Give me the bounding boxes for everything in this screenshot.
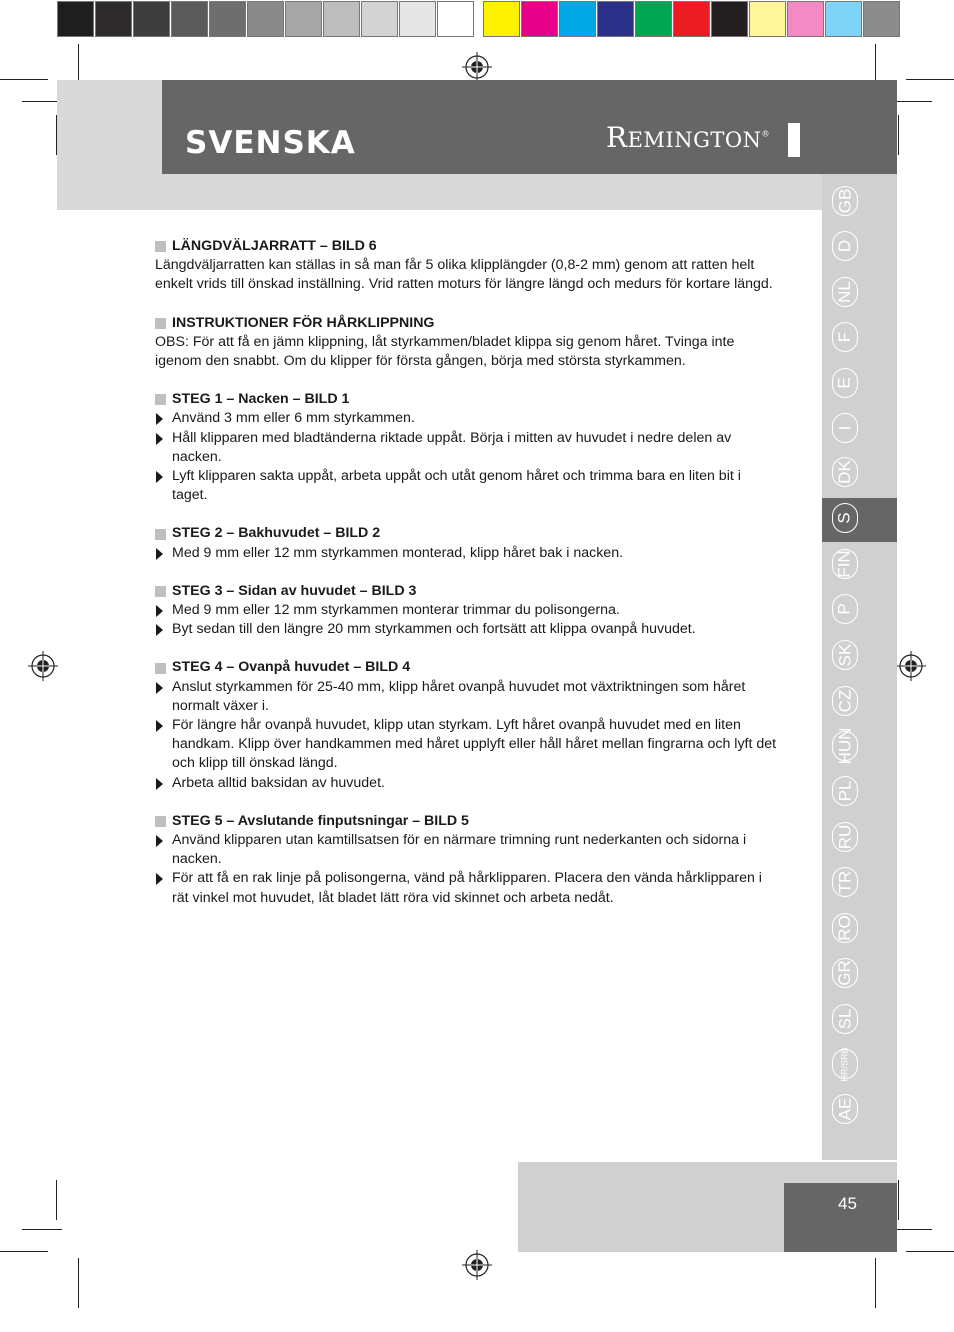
- process-color-bar: [483, 1, 901, 39]
- instruction-section: [155, 314, 780, 372]
- triangle-bullet-icon: [156, 548, 163, 560]
- color-swatch: [247, 1, 284, 37]
- color-swatch: [361, 1, 398, 37]
- language-tab-e[interactable]: [832, 368, 858, 398]
- language-tab-label: HR/SRB: [839, 1046, 850, 1082]
- instruction-section: [155, 390, 780, 505]
- crop-mark: [78, 1258, 79, 1308]
- bullet-item: [155, 869, 780, 907]
- crop-mark: [892, 101, 932, 102]
- bullet-item: [155, 678, 780, 716]
- section-heading: [155, 812, 780, 831]
- color-swatch: [559, 1, 596, 37]
- language-tab-label: TR: [834, 870, 854, 894]
- triangle-bullet-icon: [156, 433, 163, 445]
- language-tab-ru[interactable]: [832, 822, 858, 852]
- section-heading: [155, 658, 780, 677]
- bullet-text: Använd klipparen utan kamtillsatsen för en närmare trimning runt nederkanten och sidorna i nacken.: [172, 832, 747, 868]
- instruction-section: [155, 237, 780, 295]
- language-tab-label: CZ: [834, 689, 854, 713]
- bullet-text: Anslut styrkammen för 25-40 mm, klipp håret ovanpå huvudet mot växtriktningen som håret normalt växer i.: [172, 678, 746, 714]
- color-swatch: [323, 1, 360, 37]
- language-tab-label: S: [835, 512, 854, 524]
- language-tab-gr[interactable]: [832, 958, 858, 988]
- bullet-item: [155, 544, 780, 563]
- language-tab-label: F: [834, 331, 854, 343]
- section-heading: [155, 390, 780, 409]
- language-tab-sl[interactable]: [832, 1004, 858, 1034]
- color-swatch: [437, 1, 474, 37]
- section-heading-text: STEG 4 – Ovanpå huvudet – BILD 4: [172, 659, 411, 676]
- color-swatch: [863, 1, 900, 37]
- language-tab-tr[interactable]: [832, 867, 858, 897]
- triangle-bullet-icon: [156, 605, 163, 617]
- section-heading: [155, 524, 780, 543]
- color-swatch: [133, 1, 170, 37]
- bullet-text: Med 9 mm eller 12 mm styrkammen monterar trimmar du polisongerna.: [172, 602, 620, 619]
- color-swatch: [711, 1, 748, 37]
- crop-mark: [875, 1258, 876, 1308]
- language-tab-label: RO: [835, 915, 854, 941]
- square-bullet-icon: [155, 318, 166, 329]
- instruction-section: [155, 812, 780, 908]
- square-bullet-icon: [155, 663, 166, 674]
- crop-mark: [56, 1180, 57, 1220]
- crop-mark: [906, 1251, 954, 1252]
- instruction-section: [155, 524, 780, 562]
- language-tab-label: GR: [835, 960, 854, 986]
- language-tab-d[interactable]: [832, 231, 858, 261]
- crop-mark: [22, 1229, 62, 1230]
- square-bullet-icon: [155, 241, 166, 252]
- section-heading-text: STEG 5 – Avslutande finputsningar – BILD 5: [172, 812, 469, 829]
- bullet-item: [155, 620, 780, 639]
- bullet-item: [155, 716, 780, 774]
- color-swatch: [57, 1, 94, 37]
- bullet-text: Använd 3 mm eller 6 mm styrkammen.: [172, 410, 415, 427]
- crop-mark: [898, 115, 899, 155]
- bullet-item: [155, 467, 780, 505]
- language-tab-label: D: [835, 239, 854, 253]
- bullet-item: [155, 409, 780, 428]
- color-swatch: [597, 1, 634, 37]
- language-tab-label: RU: [835, 824, 854, 850]
- brand-logo: REMINGTON®: [606, 121, 770, 154]
- crop-mark: [0, 1251, 48, 1252]
- instruction-section: [155, 658, 780, 792]
- language-tab-label: E: [835, 377, 854, 389]
- language-tab-label: GB: [835, 188, 854, 214]
- instruction-section: [155, 582, 780, 640]
- language-tab-cz[interactable]: [832, 686, 858, 716]
- triangle-bullet-icon: [156, 778, 163, 790]
- section-heading: [155, 582, 780, 601]
- bullet-item: [155, 831, 780, 869]
- registration-mark-icon: [462, 1250, 492, 1280]
- language-tab-s[interactable]: [832, 503, 858, 533]
- language-tab-label: PL: [834, 780, 854, 802]
- color-swatch: [749, 1, 786, 37]
- triangle-bullet-icon: [156, 624, 163, 636]
- color-swatch: [95, 1, 132, 37]
- language-tab-gb[interactable]: [832, 186, 858, 216]
- color-swatch: [399, 1, 436, 37]
- language-tab-p[interactable]: [832, 594, 858, 624]
- bullet-text: Arbeta alltid baksidan av huvudet.: [172, 774, 385, 791]
- triangle-bullet-icon: [156, 720, 163, 732]
- language-tab-label: I: [834, 425, 854, 431]
- square-bullet-icon: [155, 586, 166, 597]
- bullet-text: För att få en rak linje på polisongerna, vänd på hårklipparen. Placera den vända hårklipparen i rät vinkel mot huvudet, låt bladet lätt röra vid skinnet och arbeta nedåt.: [172, 870, 762, 906]
- language-tab-label: AE: [835, 1097, 854, 1121]
- language-tab-label: SL: [834, 1008, 854, 1030]
- language-tab-label: DK: [835, 460, 854, 484]
- language-tab-label: HUN: [835, 727, 854, 765]
- grayscale-color-bar: [57, 1, 475, 39]
- triangle-bullet-icon: [156, 835, 163, 847]
- color-swatch: [285, 1, 322, 37]
- bullet-text: Byt sedan till den längre 20 mm styrkammen och fortsätt att klippa ovanpå huvudet.: [172, 621, 696, 638]
- square-bullet-icon: [155, 816, 166, 827]
- triangle-bullet-icon: [156, 873, 163, 885]
- language-tab-pl[interactable]: [832, 776, 858, 806]
- language-tab-ro[interactable]: [832, 913, 858, 943]
- section-heading-text: LÄNGDVÄLJARRATT – BILD 6: [172, 238, 377, 254]
- section-heading-text: STEG 3 – Sidan av huvudet – BILD 3: [172, 582, 417, 599]
- language-tab-nl[interactable]: [832, 277, 858, 307]
- triangle-bullet-icon: [156, 413, 163, 425]
- square-bullet-icon: [155, 394, 166, 405]
- language-tab-hun[interactable]: [832, 727, 858, 765]
- section-paragraph: OBS: För att få en jämn klippning, låt styrkammen/bladet klippa sig genom håret. Tvinga inte igenom den snabbt. Om du klipper för första gången, börja med största styrkammen.: [155, 333, 735, 370]
- color-swatch: [635, 1, 672, 37]
- crop-mark: [892, 1229, 932, 1230]
- section-heading-text: STEG 2 – Bakhuvudet – BILD 2: [172, 525, 381, 542]
- triangle-bullet-icon: [156, 471, 163, 483]
- crop-mark: [0, 79, 48, 80]
- square-bullet-icon: [155, 529, 166, 540]
- language-tab-label: NL: [834, 281, 854, 303]
- triangle-bullet-icon: [156, 682, 163, 694]
- language-tab-label: P: [835, 603, 854, 615]
- main-content: [155, 237, 780, 927]
- color-swatch: [673, 1, 710, 37]
- color-swatch: [483, 1, 520, 37]
- bullet-text: För längre hår ovanpå huvudet, klipp utan styrkam. Lyft håret ovanpå huvudet med en liten handkam. Klipp över handkammen med håret upplyft eller håll håret mellan fingrarna och lyft det och klipp till önskad längd.: [172, 717, 777, 772]
- section-heading-text: STEG 1 – Nacken – BILD 1: [172, 391, 350, 408]
- language-tab-dk[interactable]: [832, 457, 858, 487]
- crop-mark: [22, 101, 62, 102]
- registration-mark-icon: [28, 651, 58, 681]
- language-tab-label: SK: [835, 643, 854, 667]
- color-swatch: [825, 1, 862, 37]
- language-tab-hr-srb[interactable]: [832, 1046, 858, 1082]
- color-swatch: [171, 1, 208, 37]
- bullet-text: Med 9 mm eller 12 mm styrkammen monterad, klipp håret bak i nacken.: [172, 544, 624, 561]
- color-swatch: [521, 1, 558, 37]
- page-number: 45: [838, 1194, 857, 1213]
- color-swatch: [209, 1, 246, 37]
- registration-mark-icon: [462, 52, 492, 82]
- crop-mark: [906, 79, 954, 80]
- bullet-text: Lyft klipparen sakta uppåt, arbeta uppåt och utåt genom håret och trimma bara en liten bit i taget.: [172, 468, 741, 504]
- bullet-item: [155, 774, 780, 793]
- language-tab-i[interactable]: [832, 413, 858, 443]
- registration-mark-icon: [896, 651, 926, 681]
- brand-logo-bar: [788, 123, 800, 157]
- section-paragraph: Längdväljarratten kan ställas in så man får 5 olika klipplängder (0,8-2 mm) genom att ratten helt enkelt vrids till önskad inställning. Vrid ratten moturs för längre längd och medurs för kortare längd.: [155, 257, 773, 293]
- bullet-item: [155, 429, 780, 467]
- section-heading-text: INSTRUKTIONER FÖR HÅRKLIPPNING: [172, 314, 435, 331]
- section-heading: [155, 314, 780, 333]
- language-tab-ae[interactable]: [832, 1094, 858, 1124]
- bullet-item: [155, 601, 780, 620]
- section-heading: [155, 237, 780, 256]
- language-tab-f[interactable]: [832, 322, 858, 352]
- language-tab-label: FIN: [835, 550, 855, 578]
- page-title: SVENSKA: [185, 125, 356, 161]
- language-tab-fin[interactable]: [832, 549, 858, 579]
- language-tab-sk[interactable]: [832, 640, 858, 670]
- bullet-text: Håll klipparen med bladtänderna riktade uppåt. Börja i mitten av huvudet i nedre delen av nacken.: [172, 429, 732, 465]
- color-swatch: [787, 1, 824, 37]
